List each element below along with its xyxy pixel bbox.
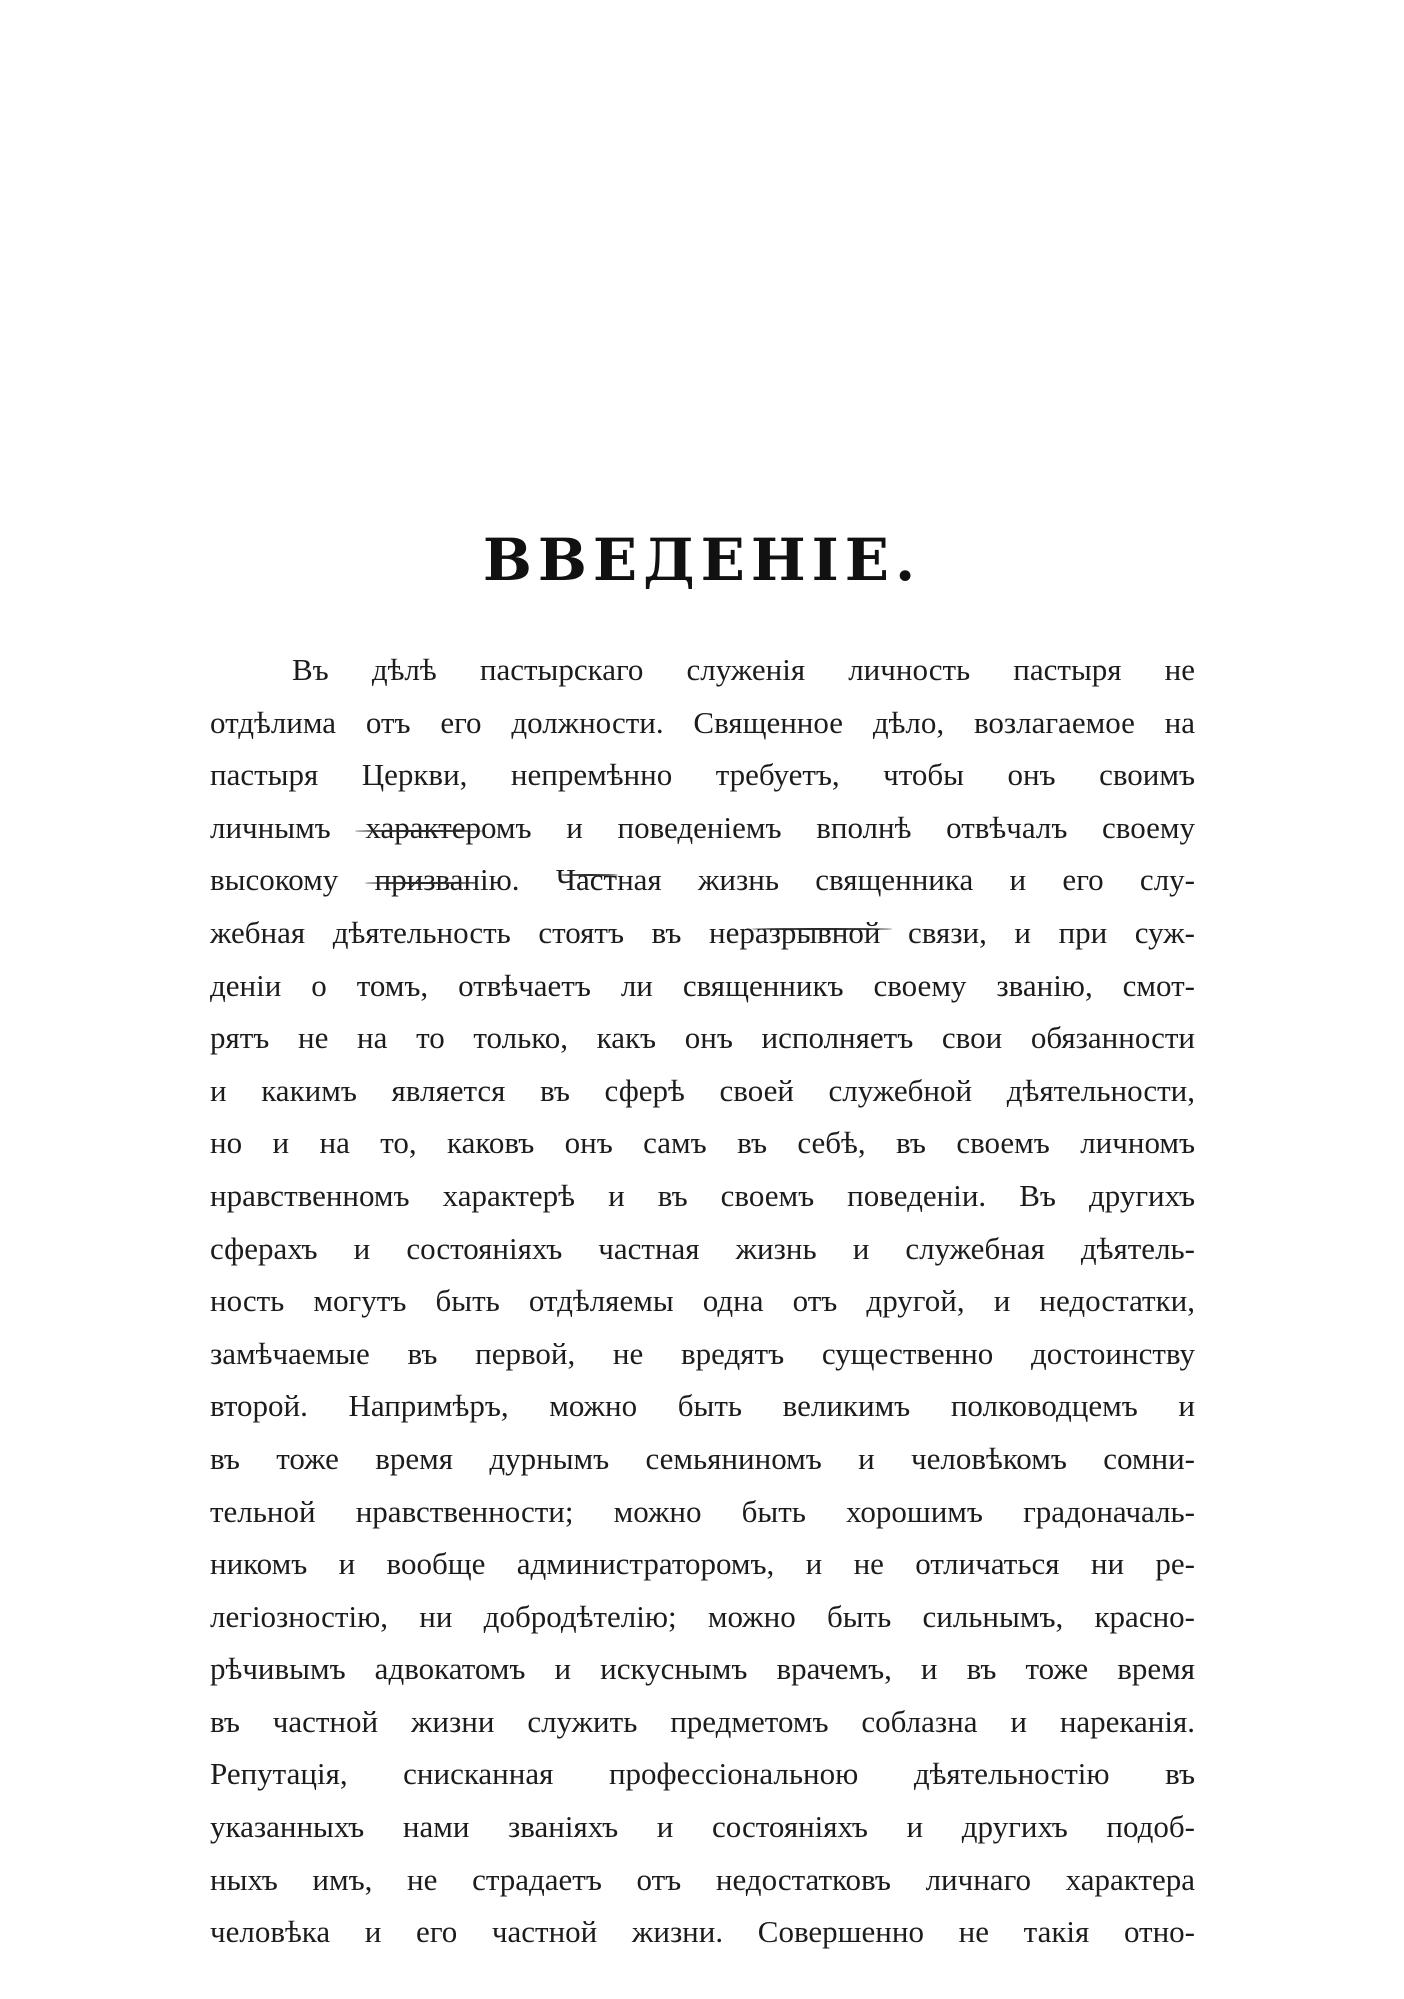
text-line: но и на то, каковъ онъ самъ въ себѣ, въ своемъ личномъ (210, 1125, 1195, 1161)
body-paragraph (210, 644, 1195, 1959)
text-line: замѣчаемые въ первой, не вредятъ существенно достоинству (210, 1335, 1195, 1371)
text-line: человѣка и его частной жизни. Совершенно не такія отно- (210, 1914, 1195, 1950)
pencil-underline-mark (365, 882, 477, 884)
text-line: нравственномъ характерѣ и въ своемъ поведеніи. Въ другихъ (210, 1177, 1195, 1213)
text-line: рѣчивымъ адвокатомъ и искуснымъ врачемъ, и въ тоже время (210, 1651, 1195, 1687)
text-line: и какимъ является въ сферѣ своей служебной дѣятельности, (210, 1072, 1195, 1108)
pencil-underline-mark (355, 830, 483, 832)
text-line: высокому призванію. Частная жизнь священника и его слу- (210, 862, 1195, 898)
text-line: въ тоже время дурнымъ семьяниномъ и человѣкомъ сомни- (210, 1440, 1195, 1476)
pencil-underline-mark (752, 928, 892, 930)
pencil-underline-mark (560, 874, 618, 876)
text-line: жебная дѣятельность стоятъ въ неразрывной связи, и при суж- (210, 914, 1195, 950)
text-line: Въ дѣлѣ пастырскаго служенія личность пастыря не (292, 652, 1195, 687)
text-line: легіозностію, ни добродѣтелію; можно быть сильнымъ, красно- (210, 1598, 1195, 1634)
text-line: сферахъ и состояніяхъ частная жизнь и служебная дѣятель- (210, 1230, 1195, 1266)
text-line: Репутація, снисканная профессіональною дѣятельностію въ (210, 1756, 1195, 1792)
chapter-heading: ВВЕДЕНІЕ. (482, 526, 922, 594)
text-line: указанныхъ нами званіяхъ и состояніяхъ и другихъ подоб- (210, 1809, 1195, 1845)
text-line: личнымъ характеромъ и поведеніемъ вполнѣ отвѣчалъ своему (210, 809, 1195, 845)
text-line: ность могутъ быть отдѣляемы одна отъ другой, и недостатки, (210, 1283, 1195, 1319)
text-line: никомъ и вообще администраторомъ, и не отличаться ни ре- (210, 1546, 1195, 1582)
text-line: деніи о томъ, отвѣчаетъ ли священникъ своему званію, смот- (210, 967, 1195, 1003)
text-line: рятъ не на то только, какъ онъ исполняетъ свои обязанности (210, 1020, 1195, 1056)
text-line: ныхъ имъ, не страдаетъ отъ недостатковъ личнаго характера (210, 1861, 1195, 1897)
text-line: пастыря Церкви, непремѣнно требуетъ, чтобы онъ своимъ (210, 757, 1195, 793)
text-line: въ частной жизни служить предметомъ соблазна и нареканія. (210, 1703, 1195, 1739)
text-line: второй. Напримѣръ, можно быть великимъ полководцемъ и (210, 1388, 1195, 1424)
text-line: тельной нравственности; можно быть хорошимъ градоначаль- (210, 1493, 1195, 1529)
text-line: отдѣлима отъ его должности. Священное дѣло, возлагаемое на (210, 704, 1195, 740)
